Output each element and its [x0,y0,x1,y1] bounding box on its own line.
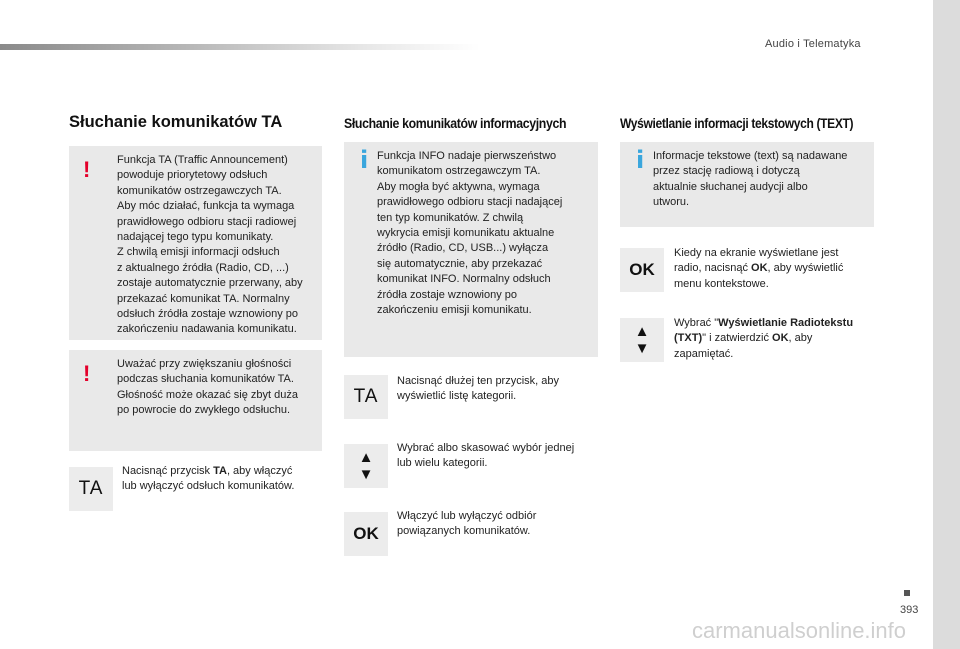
warning-note-ta-text: Funkcja TA (Traffic Announcement) powoduje priorytetowy odsłuch komunikatów ostrzegawczych TA. Aby móc działać, funkcja ta wymaga prawidłowego odbioru stacji radiowej nadającej tego typu komunikaty. Z chwilą emisji informacji odsłuch z aktualnego źródła (Radio, CD, ...) zostaje automatycznie przerwany, aby przekazać komunikat TA. Normalny odsłuch źródła zostaje wznowiony po zakończeniu nadawania komunikatu. [117,154,303,336]
arrow-down-icon: ▼ [358,466,374,483]
heading-info: Słuchanie komunikatów informacyjnych [344,115,567,131]
page-number: 393 [900,604,919,616]
arrow-down-icon: ▼ [634,340,650,357]
warning-note-volume-text: Uważać przy zwiększaniu głośności podczas słuchania komunikatów TA. Głośność może okazać się zbyt duża po powrocie do zwykłego odsłuchu. [117,358,298,417]
step-radiotext: Wybrać "Wyświetlanie Radiotekstu (TXT)" i zatwierdzić OK, aby zapamiętać. [674,317,854,360]
step-select-category: Wybrać albo skasować wybór jednej lub wielu kategorii. [397,442,575,470]
up-down-arrow-icon [344,444,388,488]
step-toggle-reception: Włączyć lub wyłączyć odbiór powiązanych komunikatów. [397,510,537,538]
page-edge-band [933,0,960,649]
info-note-info [344,142,598,357]
ok-button-icon: OK [344,512,388,556]
step-ta-toggle: Nacisnąć przycisk TA, aby włączyć lub wyłączyć odsłuch komunikatów. [122,465,295,493]
info-note-info-text: Funkcja INFO nadaje pierwszeństwo komunikatom ostrzegawczym TA. Aby mogła być aktywna, wymaga prawidłowego odbioru stacji nadającej ten typ komunikatów. Z chwilą wykrycia emisji komunikatu aktualne źródło (Radio, CD, USB...) wyłącza się automatycznie, aby przekazać komunikat INFO. Normalny odsłuch źródła zostaje wznowiony po zakończeniu emisji komunikatu. [377,150,563,317]
ta-button-icon: TA [69,467,113,511]
warning-note-ta [69,146,322,340]
warning-icon: ! [83,361,91,386]
arrow-up-icon: ▲ [634,323,650,340]
heading-ta: Słuchanie komunikatów TA [69,113,283,131]
info-note-text-text: Informacje tekstowe (text) są nadawane przez stację radiową i dotyczą aktualnie słuchanej audycji albo utworu. [653,150,848,209]
warning-icon: ! [83,157,91,182]
page-marker [904,590,910,596]
step-category-list: Nacisnąć dłużej ten przycisk, aby wyświetlić listę kategorii. [397,375,560,403]
info-icon: i [636,146,645,174]
warning-note-volume [69,350,322,451]
header-gradient-bar [0,44,480,50]
step-context-menu: Kiedy na ekranie wyświetlane jest radio, nacisnąć OK, aby wyświetlić menu kontekstowe. [674,247,844,290]
heading-text: Wyświetlanie informacji tekstowych (TEXT) [620,115,854,131]
up-down-arrow-icon [620,318,664,362]
info-icon: i [360,146,369,174]
watermark: carmanualsonline.info [692,618,907,643]
info-note-text [620,142,874,227]
section-title: Audio i Telematyka [765,38,861,50]
arrow-up-icon: ▲ [358,449,374,466]
ta-button-icon: TA [344,375,388,419]
ok-button-icon: OK [620,248,664,292]
